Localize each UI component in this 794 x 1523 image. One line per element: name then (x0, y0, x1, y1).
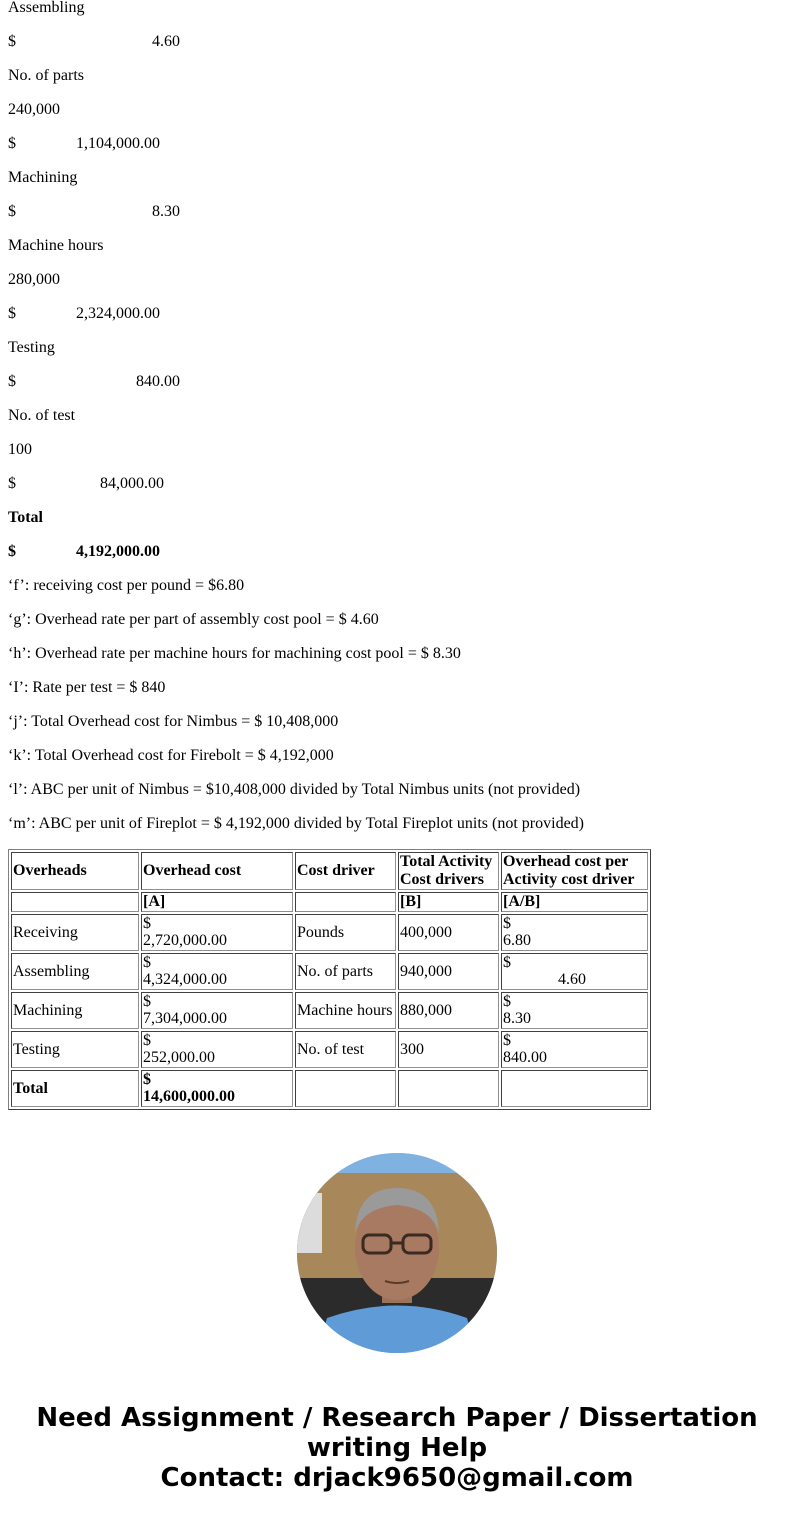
overhead-name: Testing (11, 1031, 139, 1068)
assembling-cost (8, 135, 188, 153)
testing-rate (8, 373, 188, 391)
portrait-photo-icon (297, 1153, 497, 1353)
testing-cost (8, 475, 188, 493)
driver-quantity: 280,000 (8, 271, 60, 288)
amount: 1,104,000.00 (76, 135, 160, 152)
empty-cell (398, 1070, 499, 1107)
dollar-sign: $ (503, 993, 511, 1010)
activity-total: 880,000 (398, 992, 499, 1029)
header-rate: Overhead cost per Activity cost driver (501, 852, 648, 890)
dollar-sign: $ (8, 203, 16, 220)
amount: 4.60 (558, 971, 586, 988)
amount: 8.30 (152, 203, 180, 220)
rate (501, 1031, 648, 1068)
dollar-sign: $ (8, 135, 16, 152)
total-cost (8, 543, 188, 561)
dollar-sign: $ (503, 915, 511, 932)
cost-driver: No. of test (295, 1031, 396, 1068)
overhead-cost (141, 1031, 293, 1068)
driver-label: No. of parts (8, 67, 84, 84)
total-overhead-cost (141, 1070, 293, 1107)
subheader-a: [A] (141, 892, 293, 912)
total-label: Total (11, 1070, 139, 1107)
dollar-sign: $ (8, 373, 16, 390)
assembling-rate (8, 33, 188, 51)
author-avatar (297, 1153, 497, 1353)
amount: 2,324,000.00 (76, 305, 160, 322)
dollar-sign: $ (8, 33, 16, 50)
amount: 2,720,000.00 (143, 932, 227, 949)
dollar-sign: $ (143, 1032, 151, 1049)
cost-driver: No. of parts (295, 953, 396, 990)
table-row (11, 953, 648, 990)
dollar-sign: $ (8, 475, 16, 492)
table-row (11, 992, 648, 1029)
header-overheads: Overheads (11, 852, 139, 890)
amount: 14,600,000.00 (143, 1088, 235, 1105)
amount: 4.60 (152, 33, 180, 50)
amount: 840.00 (503, 1049, 547, 1066)
amount: 4,324,000.00 (143, 971, 227, 988)
rate (501, 914, 648, 951)
header-cost-driver: Cost driver (295, 852, 396, 890)
promo-banner (0, 1403, 794, 1493)
table-row (11, 1031, 648, 1068)
dollar-sign: $ (503, 1032, 511, 1049)
overhead-cost (141, 953, 293, 990)
overhead-name: Assembling (11, 953, 139, 990)
amount: 8.30 (503, 1010, 531, 1027)
promo-line-1: Need Assignment / Research Paper / Dissertation (36, 1403, 758, 1433)
activity-total: 400,000 (398, 914, 499, 951)
dollar-sign: $ (143, 915, 151, 932)
table-subheader-row (11, 892, 648, 912)
total-label: Total (8, 509, 43, 526)
promo-line-2: writing Help (306, 1433, 488, 1463)
driver-quantity: 240,000 (8, 101, 60, 118)
driver-label: No. of test (8, 407, 76, 424)
pool-label-testing: Testing (8, 339, 55, 356)
dollar-sign: $ (143, 954, 151, 971)
dollar-sign: $ (8, 543, 16, 560)
overhead-cost (141, 914, 293, 951)
cost-driver: Machine hours (295, 992, 396, 1029)
overhead-name: Receiving (11, 914, 139, 951)
subheader-b: [B] (398, 892, 499, 912)
dollar-sign: $ (143, 1071, 151, 1088)
answer-k: ‘k’: Total Overhead cost for Firebolt = $ 4,192,000 (8, 747, 334, 764)
dollar-sign: $ (143, 993, 151, 1010)
empty-cell (501, 1070, 648, 1107)
answer-f: ‘f’: receiving cost per pound = $6.80 (8, 577, 245, 594)
overhead-cost (141, 992, 293, 1029)
overhead-name: Machining (11, 992, 139, 1029)
amount: 6.80 (503, 932, 531, 949)
subheader-cell (295, 892, 396, 912)
subheader-a-over-b: [A/B] (501, 892, 648, 912)
subheader-cell (11, 892, 139, 912)
pool-label-machining: Machining (8, 169, 78, 186)
activity-total: 300 (398, 1031, 499, 1068)
amount: 252,000.00 (143, 1049, 215, 1066)
answer-m: ‘m’: ABC per unit of Fireplot = $ 4,192,000 divided by Total Fireplot units (not provided) (8, 815, 585, 832)
amount: 4,192,000.00 (76, 543, 160, 560)
cost-driver: Pounds (295, 914, 396, 951)
answer-j: ‘j’: Total Overhead cost for Nimbus = $ 10,408,000 (8, 713, 339, 730)
pool-label-assembling: Assembling (8, 0, 85, 16)
driver-label: Machine hours (8, 237, 104, 254)
rate (501, 953, 648, 990)
driver-quantity: 100 (8, 441, 32, 458)
table-total-row (11, 1070, 648, 1107)
header-total-activity: Total Activity Cost drivers (398, 852, 499, 890)
empty-cell (295, 1070, 396, 1107)
table-header-row (11, 852, 648, 890)
dollar-sign: $ (503, 954, 511, 971)
overhead-table (8, 849, 651, 1110)
answer-g: ‘g’: Overhead rate per part of assembly cost pool = $ 4.60 (8, 611, 379, 628)
activity-total: 940,000 (398, 953, 499, 990)
machining-cost (8, 305, 188, 323)
table-row (11, 914, 648, 951)
answer-l: ‘l’: ABC per unit of Nimbus = $10,408,000 divided by Total Nimbus units (not provided) (8, 781, 581, 798)
dollar-sign: $ (8, 305, 16, 322)
amount: 7,304,000.00 (143, 1010, 227, 1027)
header-overhead-cost: Overhead cost (141, 852, 293, 890)
amount: 840.00 (136, 373, 180, 390)
answer-i: ‘I’: Rate per test = $ 840 (8, 679, 166, 696)
promo-contact: Contact: drjack9650@gmail.com (160, 1463, 634, 1493)
rate (501, 992, 648, 1029)
amount: 84,000.00 (100, 475, 164, 492)
machining-rate (8, 203, 188, 221)
answer-h: ‘h’: Overhead rate per machine hours for machining cost pool = $ 8.30 (8, 645, 461, 662)
